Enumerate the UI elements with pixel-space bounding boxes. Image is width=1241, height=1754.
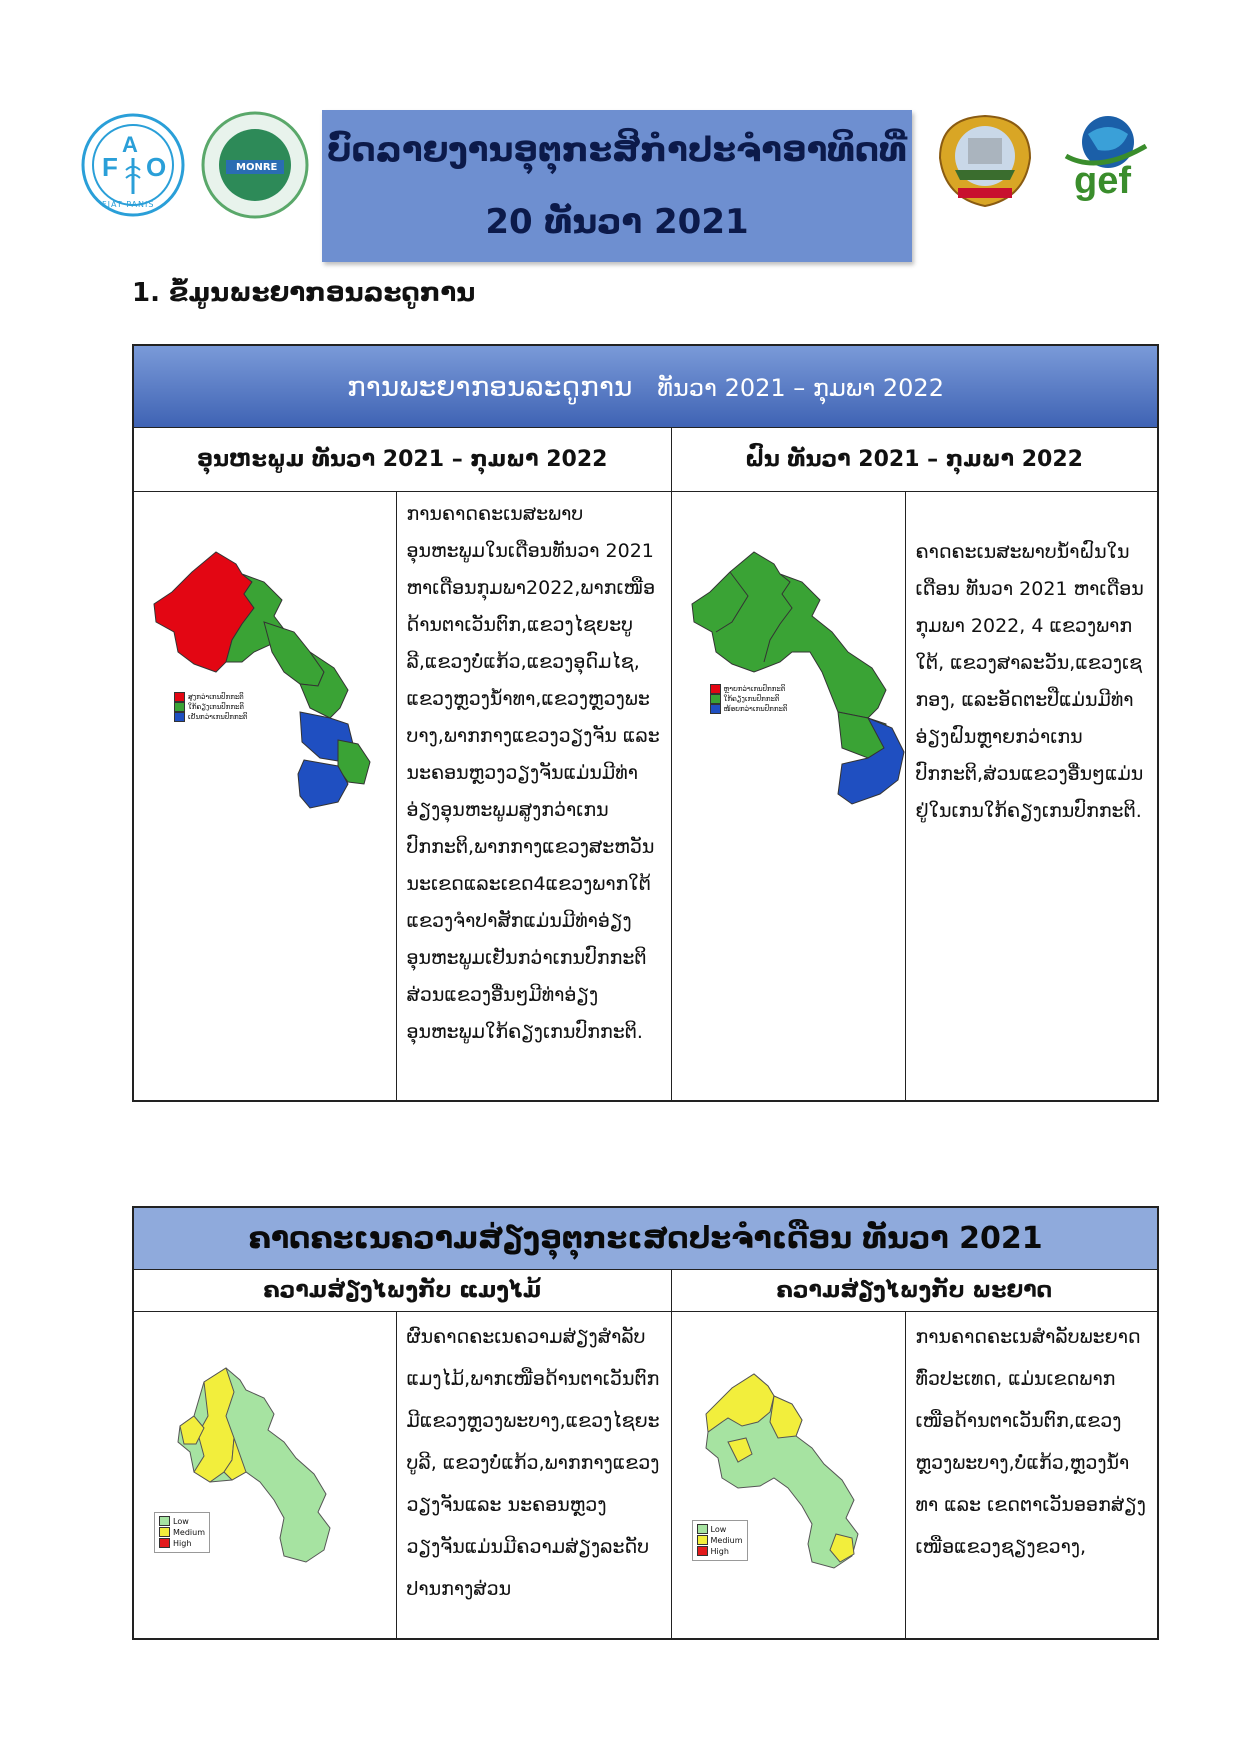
gef-logo: [1058, 112, 1150, 206]
seasonal-table-title: [133, 345, 1158, 427]
rainfall-map: [672, 512, 906, 812]
temperature-legend: [174, 692, 248, 722]
disease-risk-text: ການຄາດຄະເນສຳລັບພະຍາດ ທົ່ວປະເທດ, ແມ່ນເຂດພາກເໜືອດ້ານຕາເວັນຕົກ,ແຂວງ ຫຼວງພະບາງ,ບໍ່ແກ້ວ,ຫຼວງນ້ຳທາ ແລະ ເຂດຕາເວັນອອກສ່ຽງເໜືອແຂວງຊຽງຂວາງ,: [905, 1311, 1158, 1639]
legend-item-medium: Medium: [697, 1535, 743, 1546]
rainfall-legend: [710, 684, 788, 714]
temperature-header: ອຸນຫະພູມ ທັນວາ 2021 – ກຸມພາ 2022: [133, 427, 671, 491]
seasonal-title-period: ທັນວາ 2021 – ກຸມພາ 2022: [657, 373, 944, 402]
insect-risk-header: ຄວາມສ່ຽງໄພງກັບ ແມງໄມ້: [133, 1269, 671, 1311]
legend-item-high: High: [159, 1538, 205, 1549]
seasonal-forecast-table: [132, 344, 1159, 1102]
legend-item-above: ສູງກວ່າເກນປົກກະຕິ: [174, 692, 248, 702]
report-title-box: [322, 110, 912, 262]
legend-item-below: ໜ້ອຍກວ່າເກນປົກກະຕິ: [710, 704, 788, 714]
disease-risk-map-cell: [671, 1311, 905, 1639]
seasonal-title-main: ການພະຍາກອນລະດູການ: [347, 369, 633, 403]
lao-emblem-logo: [930, 108, 1040, 212]
report-date: 20 ທັນວາ 2021: [485, 202, 749, 242]
legend-item-medium: Medium: [159, 1527, 205, 1538]
gef-logo-text: gef: [1074, 160, 1131, 202]
disease-risk-header: ຄວາມສ່ຽງໄພງກັບ ພະຍາດ: [671, 1269, 1158, 1311]
rainfall-header: ຝົນ ທັນວາ 2021 – ກຸມພາ 2022: [671, 427, 1158, 491]
monre-logo: [200, 110, 310, 220]
temperature-map-cell: [133, 491, 396, 1101]
legend-item-above: ຫຼາຍກວ່າເກນປົກກະຕິ: [710, 684, 788, 694]
rainfall-forecast-text: ຄາດຄະເນສະພາບນ້ຳຝົນໃນເດືອນ ທັນວາ 2021 ຫາເດືອນ ກຸມພາ 2022, 4 ແຂວງພາກໃຕ້, ແຂວງສາລະວັນ,ແຂວງເຊກອງ, ແລະອັດຕະປືແມ່ນມີທ່າອ່ຽງຝົນຫຼາຍກວ່າເກນປົກກະຕິ,ສ່ວນແຂວງອື່ນໆແມ່ນຢູ່ໃນເກນໃກ້ຄຽງເກນປົກກະຕິ.: [905, 491, 1158, 1101]
insect-risk-map-cell: [133, 1311, 396, 1639]
monre-logo-text: MONRE: [236, 162, 278, 173]
legend-item-low: Low: [697, 1524, 743, 1535]
svg-text:A: A: [122, 132, 138, 157]
temperature-forecast-text: ການຄາດຄະເນສະພາບອຸນຫະພູມໃນເດືອນທັນວາ 2021 ຫາເດືອນກຸມພາ2022,ພາກເໜືອດ້ານຕາເວັນຕົກ,ແຂວງໄຊຍະບູລີ,ແຂວງບໍ່ແກ້ວ,ແຂວງອຸດົມໄຊ, ແຂວງຫຼວງນ້ຳທາ,ແຂວງຫຼວງພະບາງ,ພາກກາງແຂວງວຽງຈັນ ແລະ ນະຄອນຫຼວງວຽງຈັນແມ່ນມີທ່າອ່ຽງອຸນຫະພູມສູງກວ່າເກນປົກກະຕິ,ພາກກາງແຂວງສະຫວັນນະເຂດແລະເຂດ4ແຂວງພາກໃຕ້ແຂວງຈຳປາສັກແມ່ນມີທ່າອ່ຽງອຸນຫະພູມເຢັນກວ່າເກນປົກກະຕິສ່ວນແຂວງອື່ນໆມີທ່າອ່ຽງອຸນຫະພູມໃກ້ຄຽງເກນປົກກະຕິ.: [396, 491, 671, 1101]
legend-item-normal: ໃກ້ຄຽງເກນປົກກະຕິ: [710, 694, 788, 704]
insect-risk-legend: [154, 1512, 210, 1553]
risk-table-title: ຄາດຄະເນຄວາມສ່ຽງອຸຕຸກະເສດປະຈຳເດືອນ ທັນວາ 2021: [133, 1207, 1158, 1269]
agro-risk-table: [132, 1206, 1159, 1640]
report-title: ບົດລາຍງານອຸຕຸກະສິກຳປະຈຳອາທິດທີ່: [326, 130, 907, 170]
disease-risk-legend: [692, 1520, 748, 1561]
fao-logo: [80, 112, 186, 218]
section-heading: 1. ຂໍ້ມູນພະຍາກອນລະດູການ: [132, 278, 476, 308]
svg-text:O: O: [146, 152, 167, 182]
legend-item-below: ເຢັນກວ່າເກນປົກກະຕິ: [174, 712, 248, 722]
svg-text:F: F: [102, 152, 118, 182]
legend-item-high: High: [697, 1546, 743, 1557]
rainfall-map-cell: [671, 491, 905, 1101]
insect-risk-text: ຜົນຄາດຄະເນຄວາມສ່ຽງສຳລັບແມງໄມ້,ພາກເໜືອດ້ານຕາເວັນຕົກມີແຂວງຫຼວງພະບາງ,ແຂວງໄຊຍະບູລີ, ແຂວງບໍ່ແກ້ວ,ພາກກາງແຂວງວຽງຈັນແລະ ນະຄອນຫຼວງວຽງຈັນແມ່ນມີຄວາມສ່ຽງລະດັບປານກາງສ່ວນ: [396, 1311, 671, 1639]
fao-logo-text: FIAT PANIS: [102, 200, 155, 209]
legend-item-normal: ໃກ້ຄຽງເກນປົກກະຕິ: [174, 702, 248, 712]
legend-item-low: Low: [159, 1516, 205, 1527]
temperature-map: [134, 512, 397, 812]
